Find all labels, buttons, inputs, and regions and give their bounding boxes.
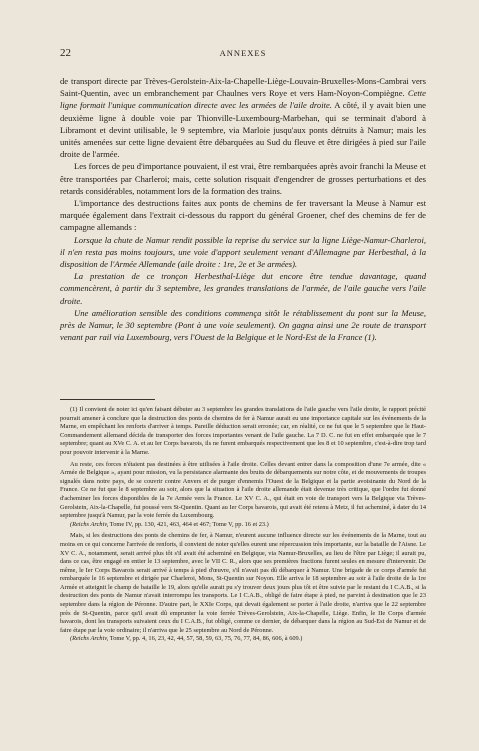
footnote-2-citation [60, 521, 426, 530]
footnotes [60, 406, 426, 644]
paragraph-1-emphasis: Cette ligne formait l'unique communication directe avec les armées de l'aile droite. [60, 88, 426, 111]
footnote-2-citation-pages: Tome IV, pp. 130, 421, 463, 464 et 467; Tome V, pp. 16 et 23.) [109, 520, 269, 528]
paragraph-1-rest: A côté, il y avait bien une deuxième ligne à double voie par Thionville-Luxembourg-Marbehan, qui se terminait d'abord à Libramont et devint utilisable, le 9 septembre, via Marloie jusqu'aux ponts détruits à Namur; mais les unités amenées sur cette ligne devaient être débarquées au Sud du fleuve et être dirigées à pied sur l'aile droite de l'armée. [60, 100, 426, 160]
footnote-2-citation-source: (Reichs Archiv, [70, 520, 109, 528]
footnote-2: Au reste, ces forces n'étaient pas destinées à être utilisées à l'aile droite. Celles devant entrer dans la composition d'une 7e armée, dite « Armée de Belgique », ayant pour mission, vu la persistance alarmante des bruits de débarquements sur notre côte, et de mouvements de troupes signalés dans notre pays, de se couvrir contre Anvers et de purger d'ennemis l'Ouest de la Belgique et la partie avoisinante du Nord de la France. Ce ne fut que le 8 septembre au soir, alors que la situation à l'aile droite allemande était devenue très critique, que l'ordre fut donné d'acheminer les forces disponibles de la 7e Armée vers la France. Le XV C. A., qui était en voie de transport vers la Belgique via Trèves-Gerolstein, Aix-la-Chapelle, fut poussé vers St-Quentin. Quant au Ier Corps bavarois, qui avait été retenu à Metz, il fut acheminé, à dater du 14 septembre jusqu'à Namur, par la voie ferrée du Luxembourg. [60, 460, 426, 520]
footnote-separator [60, 399, 155, 400]
quote-paragraph-3: Une amélioration sensible des conditions commença sitôt le rétablissement du pont sur la Meuse, près de Namur, le 30 septembre (Pont à une voie seulement). On gagna ainsi une 2e route de transport venant par rail via Luxembourg, vers l'Ouest de la Belgique et le Nord-Est de la France (1). [60, 307, 426, 343]
page-header [60, 47, 426, 59]
paragraph-3: L'importance des destructions faites aux ponts de chemins de fer traversant la Meuse à Namur est marquée également dans l'extrait ci-dessous du rapport du général Groener, chef des chemins de fer de campagne allemands : [60, 198, 426, 233]
paragraph-2: Les forces de peu d'importance pouvaient, il est vrai, être rembarquées après avoir franchi la Meuse et être transportées par Charleroi; mais, cette solution risquait d'engendrer de grosses perturbations et des retards considérables, notamment lors de la formation des trains. [60, 161, 426, 196]
paragraph-1-text: de transport directe par Trèves-Gerolstein-Aix-la-Chapelle-Liège-Louvain-Bruxelles-Mons-Cambrai vers Saint-Quentin, avec un embranchement par Chaulnes vers Roye et vers Ham-Noyon-Compiègne. [60, 76, 426, 99]
main-text [60, 75, 426, 343]
footnote-3-citation-source: (Reichs Archiv, [70, 635, 109, 643]
footnote-3-citation [60, 635, 426, 644]
quote-paragraph-2: La prestation de ce tronçon Herbesthal-Liège dut encore être tendue davantage, quand commencèrent, à partir du 3 septembre, les grandes translations de l'armée, de l'aile gauche vers l'aile droite. [60, 271, 426, 306]
quote-paragraph-1: Lorsque la chute de Namur rendit possible la reprise du service sur la ligne Liège-Namur-Charleroi, il n'en resta pas moins toujours, une voie d'apport seulement venant d'Allemagne par Herbesthal, à la disposition de l'Armée Allemande (aile droite : 1re, 2e et 3e armées). [60, 234, 426, 270]
page-number: 22 [60, 47, 71, 59]
footnote-1: (1) Il convient de noter ici qu'en faisant débuter au 3 septembre les grandes translations de l'aile gauche vers l'aile droite, le rapport précité pourrait amener à conclure que la destruction des ponts de chemins de fer à Namur aurait eu une importance capitale sur les événements de la Marne, en empêchant les renforts d'arriver à temps. Pareille déduction serait erronée; car, en réalité, ce ne fut que le 5 septembre que le Haut-Commandement allemand décida de transporter des forces importantes venant de l'aile gauche. La 7 D. C. ne fut en effet embarquée que le 7 septembre; quant au XVe C. A. et au Ier Corps bavarois, ils ne furent embarqués respectivement que les 8 et 10 septembre, c'est-à-dire trop tard pour pouvoir intervenir à la Marne. [60, 406, 426, 456]
footnote-3-citation-pages: Tome V, pp. 4, 16, 23, 42, 44, 57, 58, 59, 63, 75, 76, 77, 84, 86, 606, à 609.) [109, 635, 303, 643]
running-title: ANNEXES [219, 48, 267, 58]
footnote-3: Mais, si les destructions des ponts de chemins de fer, à Namur, n'eurent aucune influence directe sur les événements de la Marne, tout au moins en ce qui concerne l'arrivée de renforts, il convient de noter qu'elles eurent une répercussion très importante, sur la bataille de l'Aisne. Le XV C. A., notamment, serait arrivé plus tôt s'il avait été acheminé en Belgique, via Namur-Bruxelles, au lieu de l'être par Liège; il aurait pu, dans ce cas, être engagé en entier le 13 septembre, avec le VII C. R., alors que ses premières fractions furent seules en mesure d'intervenir. De même, le Ier Corps Bavarois serait arrivé à temps à pied d'œuvre, s'il n'avait pas dû débarquer à Namur. Une brigade de ce corps d'armée fut rembarquée le 16 septembre et dirigée par Charleroi, Mons, St-Quentin sur Noyon. Elle arriva le 18 septembre au soir à l'aile droite de la 1re Armée et atteignit le champ de bataille le 19, alors qu'elle aurait pu s'y trouver deux jours plus tôt et être suivie par le restant du I C.A.B., si la destruction des ponts de Namur n'avait interrompu les transports. Le I C.A.B., obligé de faire étape à pied, ne parvint à destination que le 23 septembre dans la région de Péronne. D'autre part, le XXIe Corps, qui devait également se porter à l'aile droite, n'arriva que le 22 septembre près de St-Quentin, parce qu'il avait dû emprunter la voie ferrée Trèves-Gerolstein, Aix-la-Chapelle, Liège. Enfin, le IIe Corps d'armée bavarois, dont les transports suivaient ceux du I C.A.B., fut obligé, comme ce dernier, de débarquer dans la région au Sud-Est de Namur et de faire étape par la voie ordinaire; il n'arriva que le 25 septembre au Nord de Péronne. [60, 532, 426, 634]
paragraph-1 [60, 75, 426, 160]
